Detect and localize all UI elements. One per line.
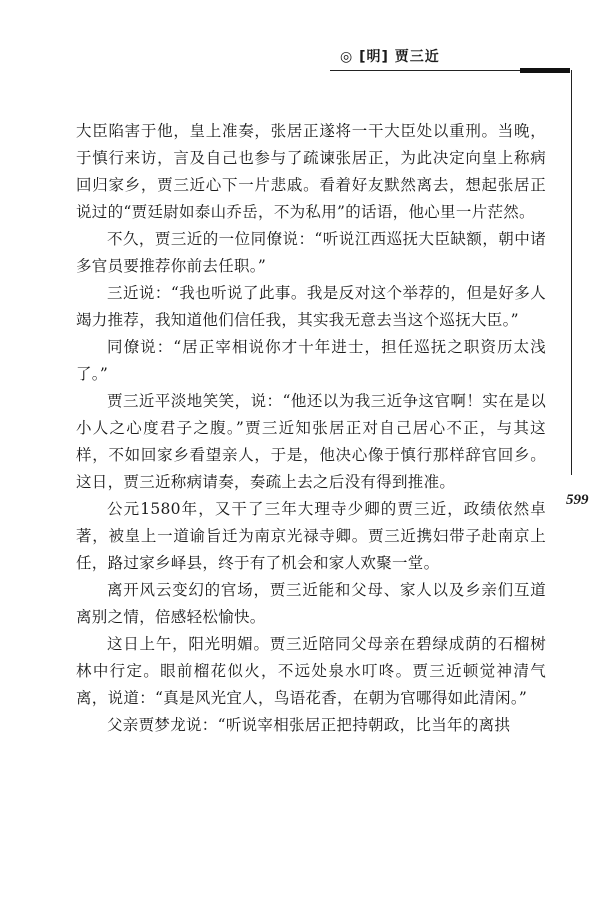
- paragraph: 离开风云变幻的官场，贾三近能和父母、家人以及乡亲们互道离别之情，倍感轻松愉快。: [76, 581, 546, 626]
- paragraph: 这日上午，阳光明媚。贾三近陪同父母亲在碧绿成荫的石榴树林中行定。眼前榴花似火，不远处泉水叮咚。贾三近顿觉神清气离，说道：“真是风光宜人，鸟语花香，在朝为官哪得如此清闲。”: [76, 635, 546, 707]
- paragraph: 公元1580年，又干了三年大理寺少卿的贾三近，政绩依然卓著，被皇上一道谕旨迁为南京光禄寺卿。贾三近携妇带子赴南京上任，路过家乡峄县，终于有了机会和家人欢聚一堂。: [76, 500, 546, 572]
- body-text: [76, 118, 546, 739]
- paragraph: 父亲贾梦龙说：“听说宰相张居正把持朝政，比当年的离拱: [107, 716, 511, 734]
- side-rule: [571, 70, 572, 475]
- paragraph: 三近说：“我也听说了此事。我是反对这个举荐的，但是好多人竭力推荐，我知道他们信任我，其实我无意去当这个巡抚大臣。”: [76, 284, 546, 329]
- header-rule: [330, 70, 535, 71]
- paragraph: 同僚说：“居正宰相说你才十年进士，担任巡抚之职资历太浅了。”: [76, 338, 546, 383]
- page-number: 599: [566, 492, 589, 508]
- paragraph: 贾三近平淡地笑笑，说：“他还以为我三近争这官啊！实在是以小人之心度君子之腹。”贾三近知张居正对自己居心不正，与其这样，不如回家乡看望亲人，于是，他决心像于慎行那样辞官回乡。这日，贾三近称病请奏，奏疏上去之后没有得到推准。: [76, 392, 546, 491]
- running-header: [330, 40, 540, 70]
- paragraph: 大臣陷害于他，皇上准奏，张居正遂将一干大臣处以重刑。当晚，于慎行来访，言及自己也参与了疏谏张居正，为此决定向皇上称病回归家乡，贾三近心下一片悲戚。看着好友默然离去，想起张居正说过的“贾廷尉如泰山乔岳，不为私用”的话语，他心里一片茫然。: [76, 122, 546, 221]
- header-rule-accent: [520, 68, 570, 73]
- header-title: ◎ [明] 贾三近: [340, 49, 440, 65]
- paragraph: 不久，贾三近的一位同僚说：“听说江西巡抚大臣缺额，朝中诸多官员要推荐你前去任职。”: [76, 230, 546, 275]
